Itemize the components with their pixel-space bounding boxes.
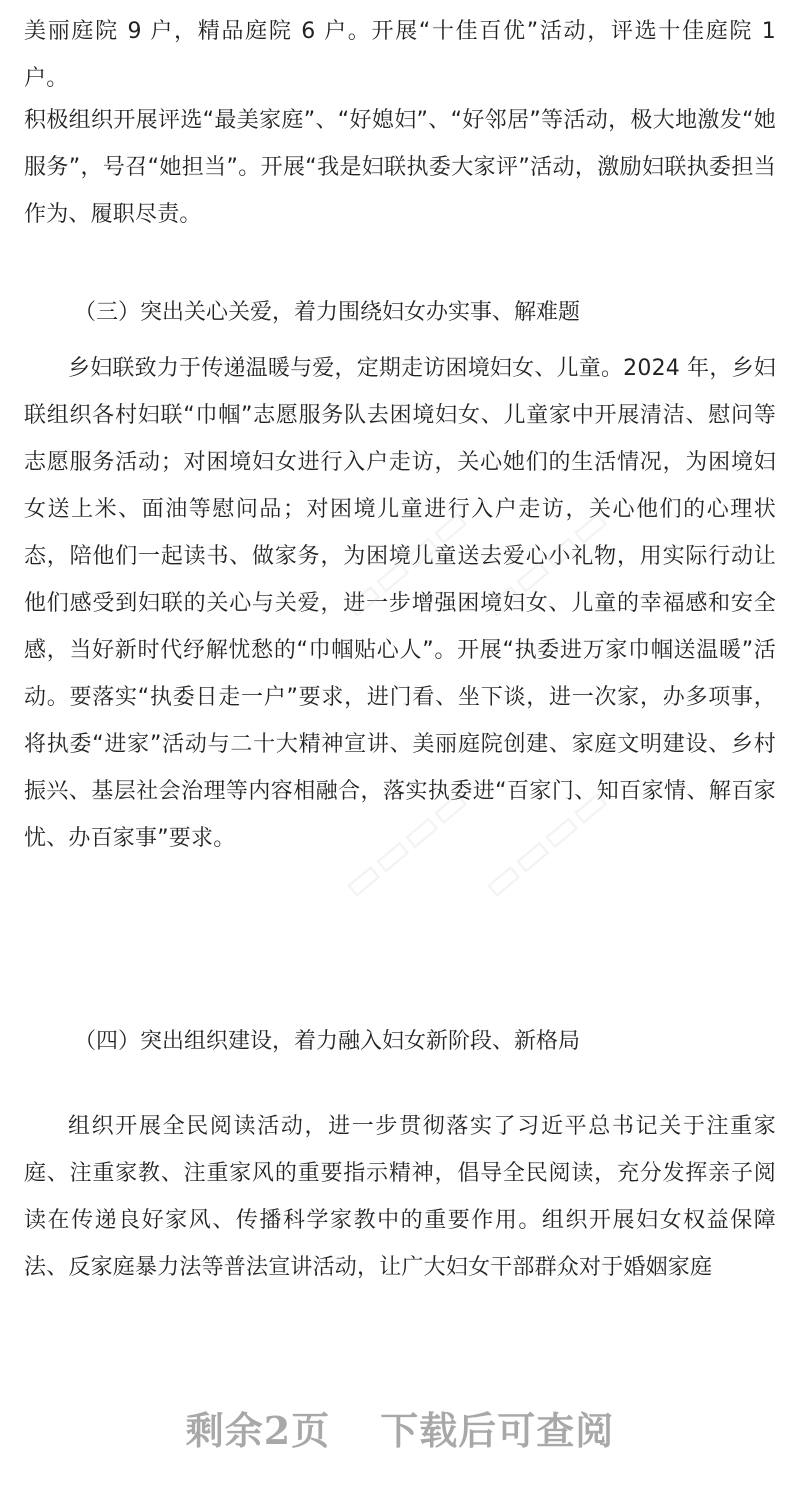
download-prompt[interactable] — [0, 1392, 800, 1462]
paragraph-selection-activities: 积极组织开展评选“最美家庭”、“好媳妇”、“好邻居”等活动，极大地激发“她服务”，号召“她担当”。开展“我是妇联执委大家评”活动，激励妇联执委担当作为、履职尽责。 — [24, 108, 776, 227]
section-heading-four: （四）突出组织建设，着力融入妇女新阶段、新格局 — [74, 1029, 581, 1054]
section-heading-three: （三）突出关心关爱，着力围绕妇女办实事、解难题 — [74, 300, 581, 325]
watermark: ▭▭▭▭ — [332, 776, 479, 910]
paragraph-courtyard-count: 美丽庭院 9 户，精品庭院 6 户。开展“十佳百优”活动，评选十佳庭院 1 户。 — [24, 19, 776, 91]
watermark: ▭▭▭▭ — [472, 776, 619, 910]
watermark: ▭▭▭▭ — [472, 496, 619, 630]
watermark: ▭▭▭▭ — [332, 496, 479, 630]
download-to-view-label[interactable]: 下载后可查阅 — [380, 1407, 615, 1453]
paragraph-reading-activities: 组织开展全民阅读活动，进一步贯彻落实了习近平总书记关于注重家庭、注重家教、注重家风的重要指示精神，倡导全民阅读，充分发挥亲子阅读在传递良好家风、传播科学家教中的重要作用。组织开展妇女权益保障法、反家庭暴力法等普法宣讲活动，让广大妇女干部群众对于婚姻家庭 — [24, 1114, 776, 1280]
paragraph-care-activities: 乡妇联致力于传递温暖与爱，定期走访困境妇女、儿童。2024 年，乡妇联组织各村妇联“巾帼”志愿服务队去困境妇女、儿童家中开展清洁、慰问等志愿服务活动；对困境妇女进行入户走访，关心她们的生活情况，为困境妇女送上米、面油等慰问品；对困境儿童进行入户走访，关心他们的心理状态，陪他们一起读书、做家务，为困境儿童送去爱心小礼物，用实际行动让他们感受到妇联的关心与关爱，进一步增强困境妇女、儿童的幸福感和安全感，当好新时代纾解忧愁的“巾帼贴心人”。开展“执委进万家巾帼送温暖”活动。要落实“执委日走一户”要求，进门看、坐下谈，进一次家，办多项事，将执委“进家”活动与二十大精神宣讲、美丽庭院创建、家庭文明建设、乡村振兴、基层社会治理等内容相融合，落实执委进“百家门、知百家情、解百家忧、办百家事”要求。 — [24, 356, 776, 851]
remaining-pages-label: 剩余2页 — [185, 1407, 331, 1453]
